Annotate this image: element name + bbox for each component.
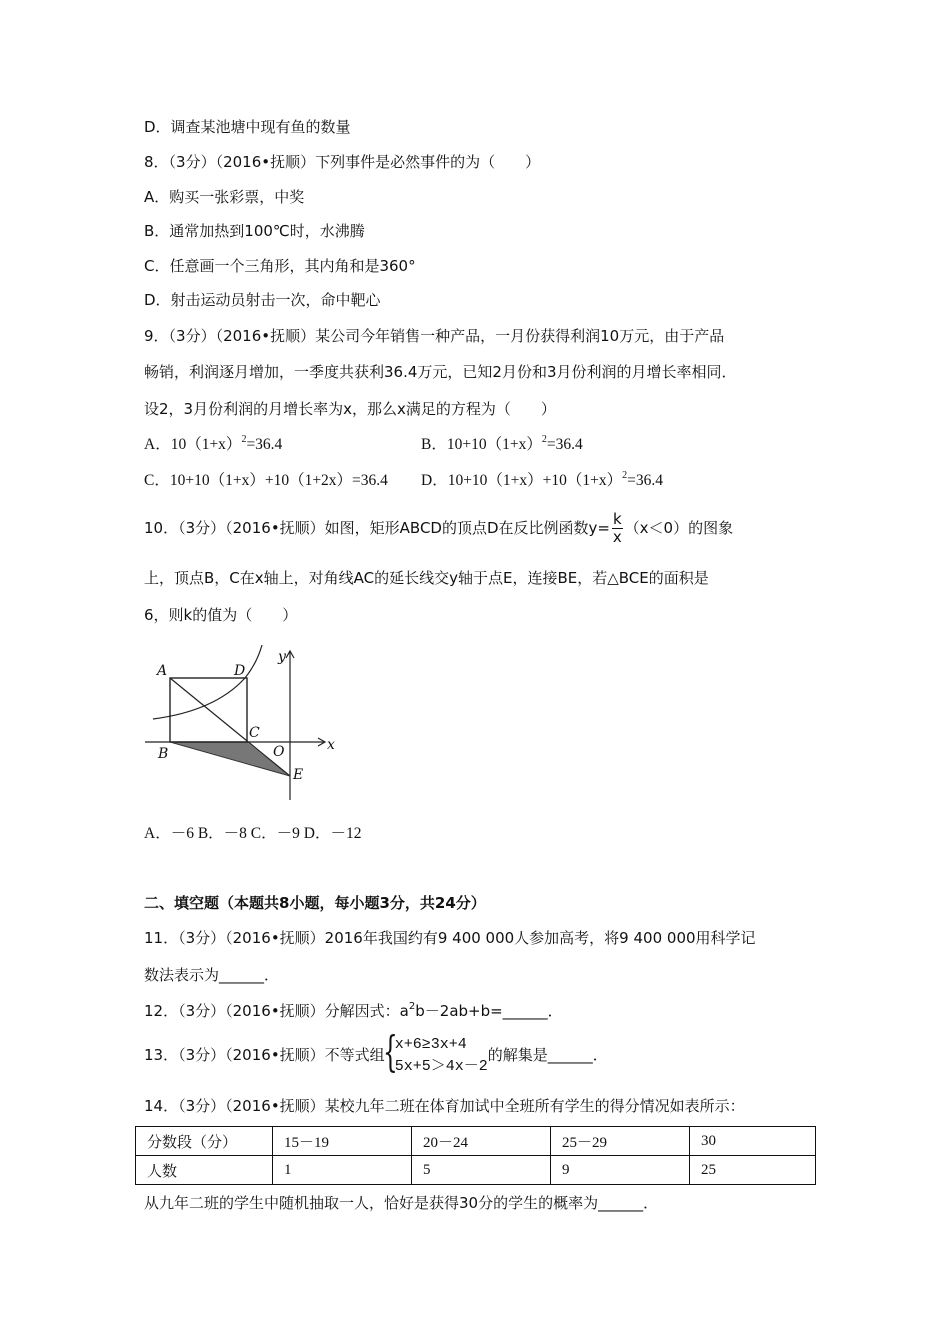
label-b: B: [158, 746, 169, 762]
q14-number: 14．: [144, 1097, 179, 1115]
q8-option-b: B．通常加热到100℃时，水沸腾: [144, 222, 365, 240]
q9-option-b: B．$10+10(1+x)^2=36.4$: [421, 434, 583, 453]
q10-geometry-figure: [145, 645, 340, 805]
q10-stem-line1: 10．（3分）（2016•抚顺）如图，矩形ABCD的顶点D在反比例函数y= $\frac{k}{x}$ （x＜0）的图象: [144, 510, 734, 546]
table-cell: 25: [690, 1156, 816, 1185]
q8-score: （3分）: [168, 153, 216, 171]
q13-source: （2016•抚顺）: [225, 1046, 325, 1064]
label-a: A: [157, 663, 168, 679]
section-title: 二、填空题（本题共8小题，每小题3分，共24分）: [144, 894, 486, 912]
table-cell: 20－24: [412, 1127, 551, 1156]
table-cell: 15－19: [273, 1127, 412, 1156]
q14-source: （2016•抚顺）: [225, 1097, 325, 1115]
q9-option-c: C．10+10（1+x）+10（1+2x）=36.4: [144, 472, 388, 489]
q9-stem-line1: [144, 326, 724, 346]
q12-stem: 12．（3分）（2016•抚顺）分解因式：$a^2b-2ab+b=\_\_\_\_\_\_$．: [144, 1001, 563, 1020]
q10-stem-line2: 上，顶点B，C在x轴上，对角线AC的延长线交y轴于点E，连接BE，若△BCE的面积是: [144, 569, 709, 587]
q9-stem-line2: 畅销，利润逐月增加，一季度共获利36.4万元，已知2月份和3月份利润的月增长率相同．: [144, 363, 737, 381]
table-cell: 25－29: [551, 1127, 690, 1156]
q11-score: （3分）: [178, 929, 226, 947]
label-c: C: [249, 725, 260, 741]
q7-option-d: D．调查某池塘中现有鱼的数量: [144, 118, 351, 136]
q10-options: A．－6 B．－8 C．－9 D．－12: [144, 825, 362, 842]
label-o: O: [273, 744, 285, 760]
table-cell: 1: [273, 1156, 412, 1185]
inequality-system: { x+6≥3x+4 5x+5＞4x－2: [382, 1026, 488, 1076]
table-cell: 5: [412, 1156, 551, 1185]
q11-stem-line1: 11．（3分）（2016•抚顺）2016年我国约有9 400 000人参加高考，将9 400 000用科学记: [144, 929, 756, 947]
q8-option-c: C．任意画一个三角形，其内角和是360°: [144, 257, 416, 275]
q9-option-d: D．$10+10(1+x)+10(1+x)^2=36.4$: [421, 470, 664, 489]
label-d: D: [234, 663, 246, 679]
q10-stem-line3: 6，则k的值为（ ）: [144, 606, 298, 624]
q13-score: （3分）: [178, 1046, 226, 1064]
q12-score: （3分）: [178, 1002, 226, 1020]
table-cell: 30: [690, 1127, 816, 1156]
q11-source: （2016•抚顺）: [225, 929, 325, 947]
q11-stem-line2: 数法表示为______．: [144, 966, 280, 984]
score-distribution-table: [135, 1126, 816, 1185]
q8-stem: [144, 152, 540, 172]
q9-option-a: A．$10(1+x)^2=36.4$: [144, 434, 283, 453]
q10-source: （2016•抚顺）: [225, 519, 325, 537]
q8-number: 8．: [144, 153, 169, 171]
q12-number: 12．: [144, 1002, 179, 1020]
table-header-row: [136, 1127, 816, 1156]
q8-source: （2016•抚顺）: [215, 153, 316, 171]
q10-number: 10．: [144, 519, 179, 537]
q8-text: 下列事件是必然事件的为（ ）: [315, 153, 541, 171]
label-y: y: [278, 649, 286, 665]
fraction-k-over-x: $\frac{k}{x}$: [612, 510, 622, 546]
table-cell: 9: [551, 1156, 690, 1185]
q10-score: （3分）: [178, 519, 226, 537]
table-row: [136, 1156, 816, 1185]
q12-source: （2016•抚顺）: [225, 1002, 325, 1020]
q9-source: （2016•抚顺）: [215, 327, 316, 345]
q14-score: （3分）: [178, 1097, 226, 1115]
label-x: x: [327, 737, 335, 753]
q13-stem: 13．（3分）（2016•抚顺）不等式组 { x+6≥3x+4 5x+5＞4x－2 的解集是______．: [144, 1026, 608, 1076]
q9-stem-line3: 设2，3月份利润的月增长率为x，那么x满足的方程为（ ）: [144, 400, 556, 418]
q9-text: 某公司今年销售一种产品，一月份获得利润10万元，由于产品: [315, 327, 725, 345]
q9-number: 9．: [144, 327, 169, 345]
q8-option-d: D．射击运动员射击一次，命中靶心: [144, 291, 381, 309]
q9-score: （3分）: [168, 327, 216, 345]
left-brace: {: [382, 1026, 398, 1076]
table-cell: 人数: [136, 1156, 273, 1185]
q14-question: 从九年二班的学生中随机抽取一人，恰好是获得30分的学生的概率为______．: [144, 1194, 659, 1212]
q13-number: 13．: [144, 1046, 179, 1064]
label-e: E: [293, 767, 304, 783]
table-cell: 分数段（分）: [136, 1127, 273, 1156]
q14-stem: 14．（3分）（2016•抚顺）某校九年二班在体育加试中全班所有学生的得分情况如表所示：: [144, 1097, 745, 1115]
q11-number: 11．: [144, 929, 179, 947]
q8-option-a: A．购买一张彩票，中奖: [144, 188, 305, 206]
